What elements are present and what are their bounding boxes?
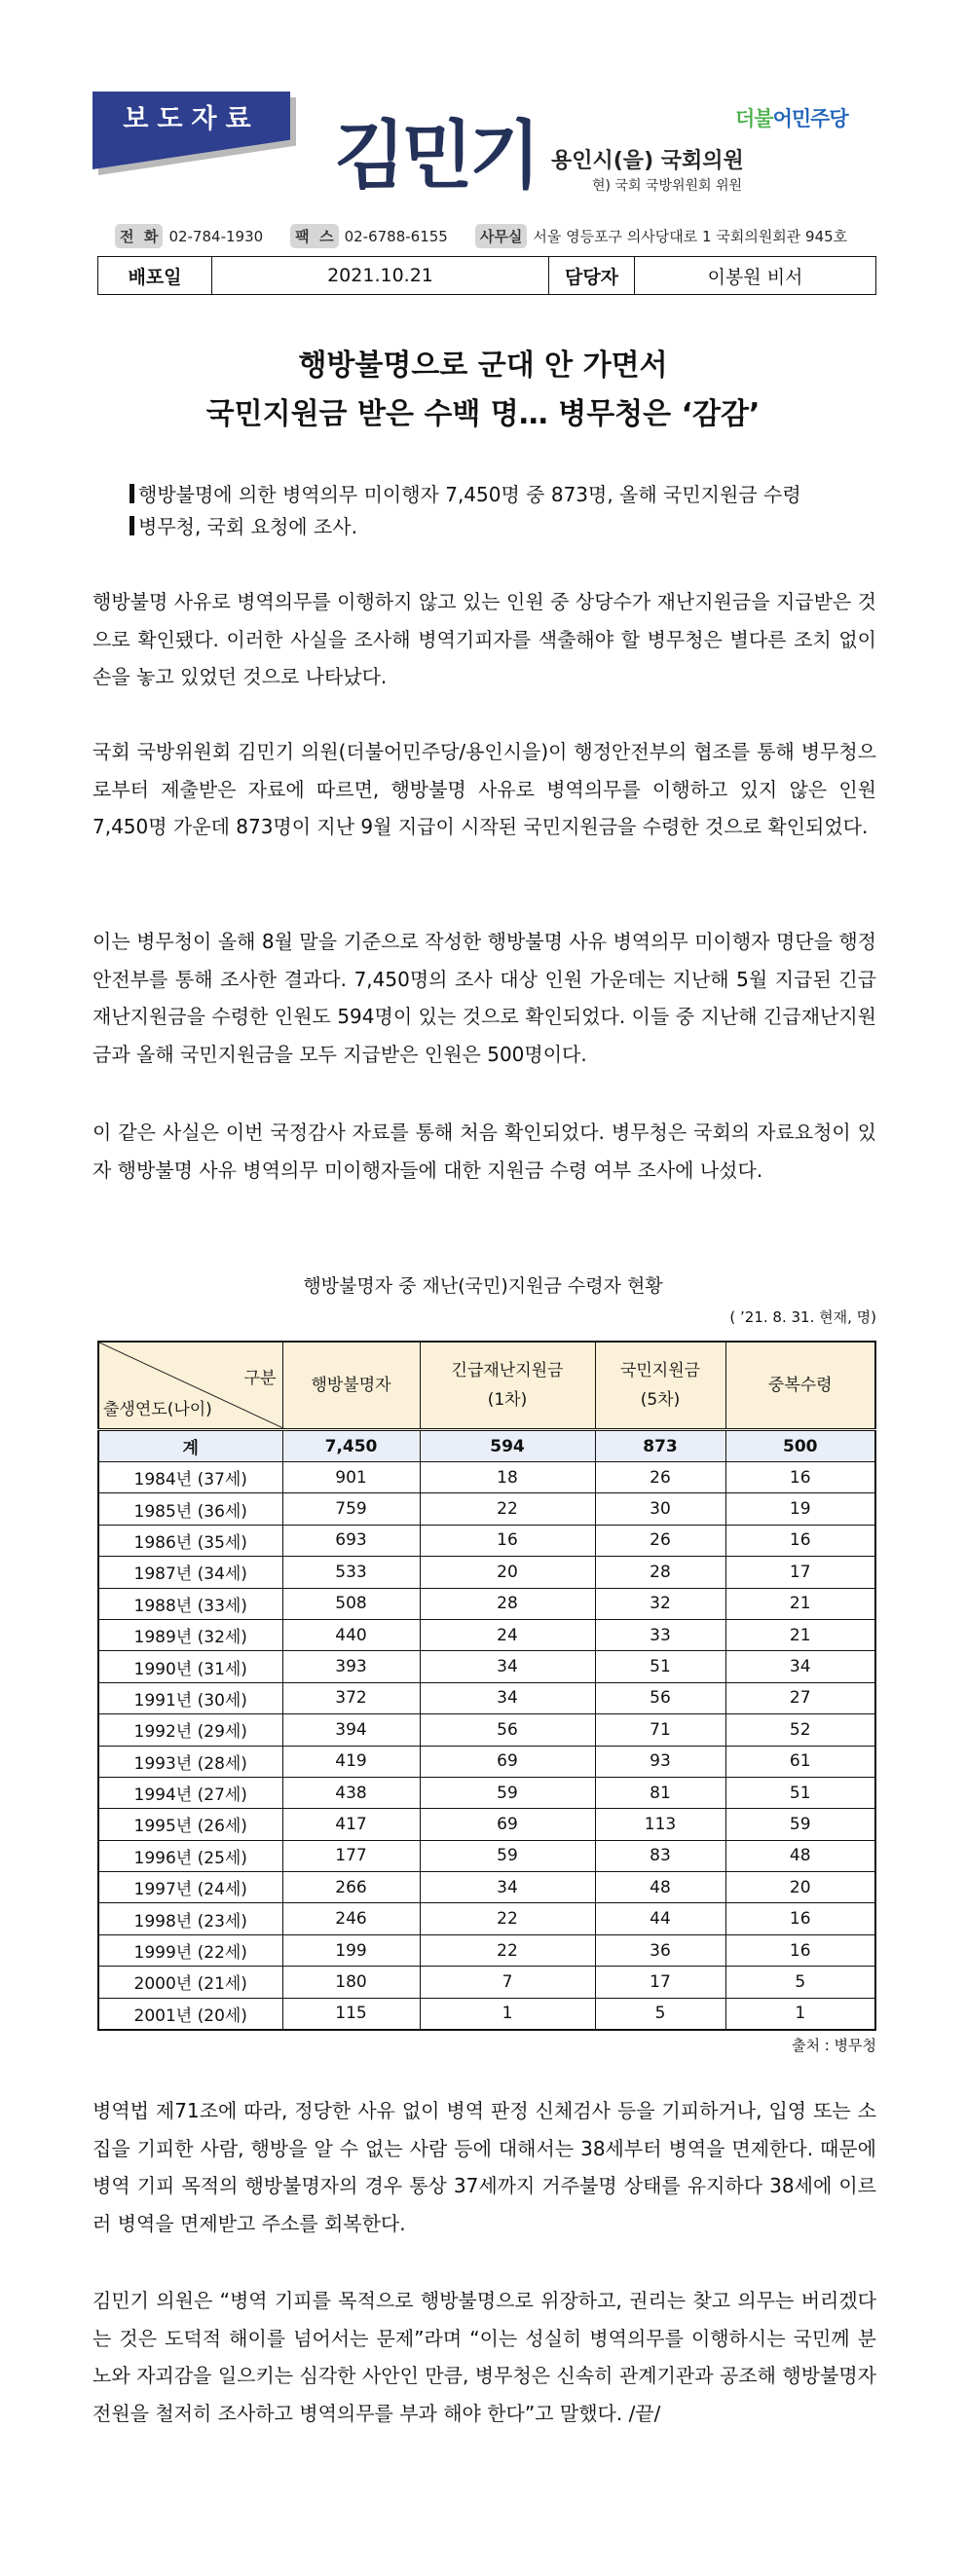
value-cell: 419 (282, 1746, 420, 1777)
table-title: 행방불명자 중 재난(국민)지원금 수령자 현황 (303, 1275, 663, 1297)
recipients-table (97, 1341, 876, 2031)
value-cell: 81 (595, 1777, 725, 1808)
party-logo-part: 더불 (735, 107, 773, 130)
value-cell: 16 (725, 1525, 875, 1556)
value-cell: 17 (725, 1557, 875, 1588)
birth-year-cell: 2000년 (21세) (98, 1967, 282, 1998)
value-cell: 34 (420, 1651, 595, 1682)
table-row (98, 1903, 875, 1934)
table-row (98, 1525, 875, 1556)
value-cell: 59 (725, 1809, 875, 1840)
fax-label: 팩 스 (290, 224, 338, 248)
birth-year-cell: 1999년 (22세) (98, 1934, 282, 1966)
value-cell: 22 (420, 1493, 595, 1525)
value-cell: 61 (725, 1746, 875, 1777)
total-label: 계 (98, 1430, 282, 1462)
table-row (98, 1462, 875, 1493)
value-cell: 180 (282, 1967, 420, 1998)
total-cell: 7,450 (282, 1430, 420, 1462)
value-cell: 20 (420, 1557, 595, 1588)
table-row (98, 1746, 875, 1777)
value-cell: 901 (282, 1462, 420, 1493)
value-cell: 71 (595, 1714, 725, 1746)
value-cell: 1 (725, 1998, 875, 2030)
table-header-row (98, 1342, 875, 1430)
phone-label: 전 화 (115, 224, 163, 248)
value-cell: 16 (725, 1903, 875, 1934)
value-cell: 69 (420, 1809, 595, 1840)
value-cell: 28 (420, 1588, 595, 1619)
value-cell: 438 (282, 1777, 420, 1808)
body-paragraph: 행방불명 사유로 병역의무를 이행하지 않고 있는 인원 중 상당수가 재난지원금을 지급받은 것으로 확인됐다. 이러한 사실을 조사해 병역기피자를 색출해야 할 병무청은 별다른 조치 없이 손을 놓고 있었던 것으로 나타났다. (93, 590, 876, 688)
table-row (98, 1557, 875, 1588)
value-cell: 52 (725, 1714, 875, 1746)
body-paragraph: 병역법 제71조에 따라, 정당한 사유 없이 병역 판정 신체검사 등을 기피하거나, 입영 또는 소집을 기피한 사람, 행방을 알 수 없는 사람 등에 대해서는 38세부터 병역을 면제한다. 때문에 병역 기피 목적의 행방불명자의 경우 통상 37세까지 거주불명 상태를 유지하다 38세에 이르러 병역을 면제받고 주소를 회복한다. (93, 2099, 876, 2235)
total-cell: 873 (595, 1430, 725, 1462)
value-cell: 5 (595, 1998, 725, 2030)
committee-title: 현) 국회 국방위원회 위원 (592, 178, 743, 194)
headline-line-1: 행방불명으로 군대 안 가면서 (298, 349, 668, 383)
birth-year-cell: 1988년 (33세) (98, 1588, 282, 1619)
office-label: 사무실 (475, 224, 527, 248)
contact-row (115, 224, 874, 248)
table-row (98, 1493, 875, 1525)
value-cell: 27 (725, 1682, 875, 1713)
value-cell: 22 (420, 1934, 595, 1966)
value-cell: 113 (595, 1809, 725, 1840)
column-header: 행방불명자 (282, 1342, 420, 1430)
birth-year-cell: 1998년 (23세) (98, 1903, 282, 1934)
value-cell: 69 (420, 1746, 595, 1777)
value-cell: 51 (595, 1651, 725, 1682)
office-value: 서울 영등포구 의사당대로 1 국회의원회관 945호 (533, 228, 848, 245)
birth-year-cell: 2001년 (20세) (98, 1998, 282, 2030)
table-source: 출처 : 병무청 (791, 2037, 876, 2054)
value-cell: 48 (725, 1840, 875, 1871)
birth-year-cell: 1990년 (31세) (98, 1651, 282, 1682)
bullet-bar-icon (130, 484, 134, 503)
value-cell: 30 (595, 1493, 725, 1525)
birth-year-cell: 1995년 (26세) (98, 1809, 282, 1840)
birth-year-cell: 1986년 (35세) (98, 1525, 282, 1556)
value-cell: 417 (282, 1809, 420, 1840)
column-header: 중복수령 (725, 1342, 875, 1430)
table-row (98, 1777, 875, 1808)
birth-year-cell: 1992년 (29세) (98, 1714, 282, 1746)
lawmaker-name: 김민기 (334, 112, 538, 199)
value-cell: 26 (595, 1462, 725, 1493)
value-cell: 20 (725, 1872, 875, 1903)
birth-year-cell: 1993년 (28세) (98, 1746, 282, 1777)
table-row (98, 1872, 875, 1903)
table-row (98, 1619, 875, 1650)
value-cell: 199 (282, 1934, 420, 1966)
total-cell: 594 (420, 1430, 595, 1462)
total-row (98, 1430, 875, 1462)
value-cell: 19 (725, 1493, 875, 1525)
fax-value: 02-6788-6155 (344, 227, 448, 245)
value-cell: 266 (282, 1872, 420, 1903)
table-note: ( ’21. 8. 31. 현재, 명) (729, 1308, 876, 1326)
phone-value: 02-784-1930 (168, 227, 264, 245)
value-cell: 16 (725, 1934, 875, 1966)
birth-year-cell: 1984년 (37세) (98, 1462, 282, 1493)
value-cell: 18 (420, 1462, 595, 1493)
value-cell: 83 (595, 1840, 725, 1871)
value-cell: 34 (420, 1872, 595, 1903)
value-cell: 16 (420, 1525, 595, 1556)
table-row (98, 1682, 875, 1713)
value-cell: 372 (282, 1682, 420, 1713)
party-logo-part: 어민주당 (772, 107, 848, 130)
district-title: 용인시(을) 국회의원 (551, 149, 744, 173)
value-cell: 7 (420, 1967, 595, 1998)
value-cell: 59 (420, 1777, 595, 1808)
value-cell: 36 (595, 1934, 725, 1966)
value-cell: 28 (595, 1557, 725, 1588)
value-cell: 93 (595, 1746, 725, 1777)
value-cell: 246 (282, 1903, 420, 1934)
value-cell: 51 (725, 1777, 875, 1808)
value-cell: 177 (282, 1840, 420, 1871)
birth-year-cell: 1997년 (24세) (98, 1872, 282, 1903)
value-cell: 394 (282, 1714, 420, 1746)
birth-year-cell: 1989년 (32세) (98, 1619, 282, 1650)
summary-bullet (130, 511, 357, 539)
value-cell: 56 (420, 1714, 595, 1746)
press-release-label: 보도자료 (123, 104, 260, 134)
birth-year-cell: 1996년 (25세) (98, 1840, 282, 1871)
value-cell: 759 (282, 1493, 420, 1525)
party-logo (735, 103, 848, 132)
value-cell: 24 (420, 1619, 595, 1650)
body-paragraph: 김민기 의원은 “병역 기피를 목적으로 행방불명으로 위장하고, 권리는 찾고 의무는 버리겠다는 것은 도덕적 해이를 넘어서는 문제”라며 “이는 성실히 병역의무를 이행하시는 국민께 분노와 자괴감을 일으키는 심각한 사안인 만큼, 병무청은 신속히 관계기관과 공조해 행방불명자 전원을 철저히 조사하고 병역의무를 부과 해야 한다”고 말했다. /끝/ (93, 2289, 876, 2425)
total-cell: 500 (725, 1430, 875, 1462)
value-cell: 16 (725, 1462, 875, 1493)
table-row (98, 1967, 875, 1998)
release-date: 2021.10.21 (212, 257, 549, 294)
release-date-label: 배포일 (98, 257, 212, 294)
table-row (98, 1809, 875, 1840)
value-cell: 1 (420, 1998, 595, 2030)
value-cell: 508 (282, 1588, 420, 1619)
body-paragraph: 이 같은 사실은 이번 국정감사 자료를 통해 처음 확인되었다. 병무청은 국회의 자료요청이 있자 행방불명 사유 병역의무 미이행자들에 대한 지원금 수령 여부 조사에 나섰다. (93, 1121, 876, 1182)
headline-line-2: 국민지원금 받은 수백 명… 병무청은 ‘감감’ (205, 397, 761, 431)
birth-year-cell: 1994년 (27세) (98, 1777, 282, 1808)
value-cell: 26 (595, 1525, 725, 1556)
column-header: 긴급재난지원금 (1차) (420, 1342, 595, 1430)
summary-bullet-text: 병무청, 국회 요청에 조사. (138, 515, 357, 538)
bullet-bar-icon (130, 516, 134, 535)
summary-bullet-text: 행방불명에 의한 병역의무 미이행자 7,450명 중 873명, 올해 국민지원금 수령 (138, 483, 801, 506)
corner-top-label: 구분 (243, 1369, 277, 1388)
distribution-info-table (97, 256, 876, 295)
value-cell: 5 (725, 1967, 875, 1998)
table-row (98, 1998, 875, 2030)
contact-person: 이봉원 비서 (707, 266, 803, 288)
birth-year-cell: 1987년 (34세) (98, 1557, 282, 1588)
value-cell: 48 (595, 1872, 725, 1903)
table-row (98, 1840, 875, 1871)
value-cell: 393 (282, 1651, 420, 1682)
value-cell: 22 (420, 1903, 595, 1934)
value-cell: 56 (595, 1682, 725, 1713)
value-cell: 693 (282, 1525, 420, 1556)
value-cell: 34 (725, 1651, 875, 1682)
summary-bullet (130, 479, 801, 507)
contact-person-label: 담당자 (549, 257, 635, 294)
value-cell: 34 (420, 1682, 595, 1713)
table-row (98, 1588, 875, 1619)
table-row (98, 1651, 875, 1682)
birth-year-cell: 1985년 (36세) (98, 1493, 282, 1525)
birth-year-cell: 1991년 (30세) (98, 1682, 282, 1713)
table-row (98, 1714, 875, 1746)
body-paragraph: 이는 병무청이 올해 8월 말을 기준으로 작성한 행방불명 사유 병역의무 미이행자 명단을 행정안전부를 통해 조사한 결과다. 7,450명의 조사 대상 인원 가운데는 지난해 5월 지급된 긴급재난지원금을 수령한 인원도 594명이 있는 것으로 확인되었다. 이들 중 지난해 긴급재난지원금과 올해 국민지원금을 모두 지급받은 인원은 500명이다. (93, 930, 876, 1066)
value-cell: 533 (282, 1557, 420, 1588)
value-cell: 59 (420, 1840, 595, 1871)
corner-bottom-label: 출생연도(나이) (103, 1400, 212, 1419)
value-cell: 17 (595, 1967, 725, 1998)
value-cell: 33 (595, 1619, 725, 1650)
value-cell: 44 (595, 1903, 725, 1934)
corner-header (98, 1342, 282, 1430)
value-cell: 21 (725, 1619, 875, 1650)
value-cell: 440 (282, 1619, 420, 1650)
column-header: 국민지원금 (5차) (595, 1342, 725, 1430)
value-cell: 115 (282, 1998, 420, 2030)
table-row (98, 1934, 875, 1966)
body-paragraph: 국회 국방위원회 김민기 의원(더불어민주당/용인시을)이 행정안전부의 협조를 통해 병무청으로부터 제출받은 자료에 따르면, 행방불명 사유로 병역의무를 이행하고 있지 않은 인원 7,450명 가운데 873명이 지난 9월 지급이 시작된 국민지원금을 수령한 것으로 확인되었다. (93, 740, 876, 838)
value-cell: 32 (595, 1588, 725, 1619)
value-cell: 21 (725, 1588, 875, 1619)
